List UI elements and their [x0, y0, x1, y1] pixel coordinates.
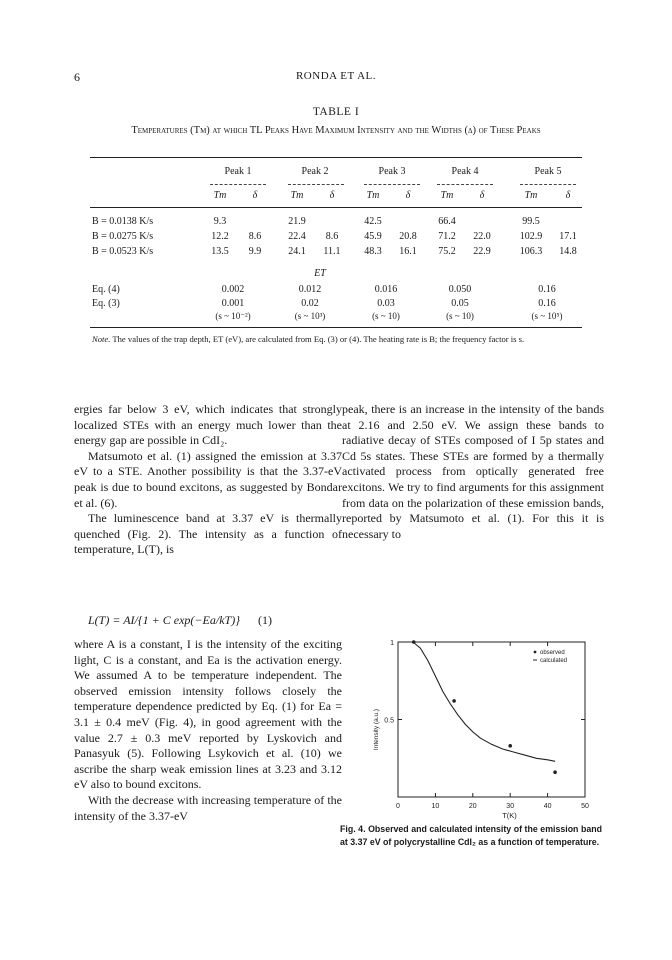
- tm-cell: 71.2: [438, 231, 456, 242]
- s-value: (s ~ 10): [372, 311, 400, 321]
- tm-cell: 102.9: [519, 231, 543, 242]
- equation-body: L(T) = AI/{1 + C exp(−Ea/kT)}: [88, 613, 240, 627]
- delta-cell: 8.6: [325, 231, 339, 242]
- left-column-lower: [74, 637, 342, 824]
- legend-calculated-label: calculated: [540, 658, 568, 664]
- eq4-label: Eq. (4): [92, 284, 120, 295]
- delta-cell: 17.1: [559, 231, 577, 242]
- s-value: (s ~ 10): [446, 311, 474, 321]
- paragraph: where A is a constant, I is the intensity of the exciting light, C is a constant, and Ea is the activation energy. We assumed A to be temperature independent. The observed emission intensity follows closely the temperature dependence predicted by Eq. (1) for Ea = 3.1 ± 0.4 meV (Fig. 4), in good agreement with the value 2.7 ± 0.3 meV reported by Lyskovich and Panasyuk (5). Following Lsykovich et al. (10) we ascribe the sharp weak emission lines at 3.23 and 3.12 eV also to bound excitons.: [74, 637, 342, 792]
- delta-cell: 14.8: [559, 246, 577, 257]
- eq4-value: 0.016: [374, 284, 398, 295]
- eq3-value: 0.001: [221, 298, 245, 309]
- delta-subheading: δ: [405, 190, 411, 201]
- tm-cell: 99.5: [522, 216, 540, 227]
- x-tick-label: 50: [581, 803, 589, 810]
- peak-heading: Peak 5: [534, 166, 562, 177]
- tm-subheading: Tm: [440, 190, 454, 201]
- eq3-value: 0.02: [301, 298, 319, 309]
- tm-cell: 42.5: [364, 216, 382, 227]
- eq4-value: 0.050: [448, 284, 472, 295]
- table-caption: Temperatures (Tm) at which TL Peaks Have Maximum Intensity and the Widths (δ) of These Peaks: [131, 125, 541, 136]
- paragraph: Matsumoto et al. (1) assigned the emission at 3.37 eV to a STE. Another possibility is that the 3.37-eV peak is due to bound excitons, as suggested by Bondar et al. (6).: [74, 448, 342, 510]
- y-tick-label: 0.5: [384, 717, 394, 725]
- eq4-value: 0.012: [298, 284, 322, 295]
- eq3-value: 0.05: [451, 298, 469, 309]
- table-bottom-rule: [90, 327, 582, 328]
- x-axis-label: T(K): [502, 811, 517, 820]
- tm-cell: 22.4: [288, 231, 306, 242]
- tm-cell: 24.1: [288, 246, 306, 257]
- delta-cell: 20.8: [399, 231, 417, 242]
- et-heading: ET: [314, 268, 326, 279]
- figure-4-chart: [360, 632, 600, 820]
- tm-subheading: Tm: [290, 190, 304, 201]
- peak-heading: Peak 1: [224, 166, 252, 177]
- tm-cell: 45.9: [364, 231, 382, 242]
- table-header-rule: [90, 207, 582, 208]
- delta-subheading: δ: [252, 190, 258, 201]
- eq4-value: 0.16: [538, 284, 556, 295]
- tm-cell: 21.9: [288, 216, 306, 227]
- x-tick-label: 20: [468, 803, 477, 810]
- running-head: RONDA ET AL.: [295, 70, 377, 82]
- tm-cell: 12.2: [211, 231, 229, 242]
- legend-observed-label: observed: [540, 650, 565, 656]
- row-label: B = 0.0275 K/s: [92, 231, 154, 242]
- peak-heading: Peak 4: [451, 166, 479, 177]
- table-label: TABLE I: [312, 106, 360, 118]
- peak-divider: [437, 184, 493, 185]
- plot-frame: [398, 642, 585, 797]
- paragraph: With the decrease with increasing temperature of the intensity of the 3.37-eV: [74, 792, 342, 823]
- delta-cell: 8.6: [248, 231, 262, 242]
- note-text: The values of the trap depth, ET (eV), are calculated from Eq. (3) or (4). The heating rate is B; the frequency factor is s.: [112, 334, 525, 344]
- x-tick-label: 30: [506, 803, 515, 810]
- tm-subheading: Tm: [366, 190, 380, 201]
- tm-cell: 106.3: [519, 246, 543, 257]
- peak-divider: [288, 184, 344, 185]
- x-tick-label: 10: [431, 803, 440, 810]
- delta-cell: 16.1: [399, 246, 417, 257]
- delta-cell: 11.1: [323, 246, 341, 257]
- equation: [88, 613, 272, 628]
- s-value: (s ~ 10⁻²): [215, 311, 251, 321]
- y-axis-label: Intensity (a.u.): [373, 708, 380, 751]
- delta-cell: 22.0: [473, 231, 491, 242]
- tm-cell: 66.4: [438, 216, 456, 227]
- row-label: B = 0.0138 K/s: [92, 216, 154, 227]
- left-column-upper: [74, 402, 342, 558]
- paragraph: peak, there is an increase in the intensity of the bands at 2.16 and 2.50 eV. We assign these bands to radiative decay of STEs composed of I 5p states and Cd 5s states. These STEs are formed by a thermally activated process from optically generated free excitons. We try to find arguments for this assignment from data on the polarization of these emission bands, reported by Matsumoto et al. (1). For this it is necessary to: [342, 402, 604, 541]
- delta-subheading: δ: [565, 190, 571, 201]
- delta-subheading: δ: [479, 190, 485, 201]
- observed-point: [508, 744, 512, 748]
- peak-heading: Peak 2: [301, 166, 329, 177]
- figure-caption: [340, 823, 602, 848]
- delta-cell: 9.9: [248, 246, 262, 257]
- s-value: (s ~ 10⁵): [531, 311, 563, 321]
- observed-point: [452, 699, 456, 703]
- x-tick-label: 0: [396, 803, 400, 810]
- observed-point: [553, 770, 557, 774]
- note-label: Note.: [92, 334, 111, 344]
- y-tick-label: 1: [390, 640, 394, 647]
- eq3-label: Eq. (3): [92, 298, 120, 309]
- right-column: [342, 402, 604, 542]
- tm-cell: 48.3: [364, 246, 382, 257]
- tm-subheading: Tm: [213, 190, 227, 201]
- delta-subheading: δ: [329, 190, 335, 201]
- peak-divider: [210, 184, 266, 185]
- figure-caption-text: Observed and calculated intensity of the emission band at 3.37 eV of polycrystalline CdI₂ as a function of temperature.: [340, 824, 602, 847]
- tm-subheading: Tm: [524, 190, 538, 201]
- delta-cell: 22.9: [473, 246, 491, 257]
- peak-heading: Peak 3: [378, 166, 406, 177]
- peak-divider: [520, 184, 576, 185]
- s-value: (s ~ 10³): [294, 311, 326, 321]
- table-top-rule: [90, 157, 582, 158]
- tm-cell: 75.2: [438, 246, 456, 257]
- paragraph: The luminescence band at 3.37 eV is thermally quenched (Fig. 2). The intensity as a function of temperature, L(T), is: [74, 511, 342, 557]
- eq3-value: 0.03: [377, 298, 395, 309]
- figure-caption-label: Fig. 4.: [340, 824, 366, 834]
- table-note: [92, 333, 592, 345]
- page-number: 6: [74, 70, 80, 84]
- eq3-value: 0.16: [538, 298, 556, 309]
- legend-observed-marker: [534, 651, 537, 654]
- row-label: B = 0.0523 K/s: [92, 246, 154, 257]
- eq4-value: 0.002: [221, 284, 245, 295]
- tm-cell: 9.3: [213, 216, 227, 227]
- equation-number: (1): [258, 613, 272, 627]
- tm-cell: 13.5: [211, 246, 229, 257]
- paragraph: ergies far below 3 eV, which indicates that strongly localized STEs with an energy much lower than the energy gap are possible in CdI₂.: [74, 402, 342, 448]
- x-tick-label: 40: [543, 803, 552, 810]
- peak-divider: [364, 184, 420, 185]
